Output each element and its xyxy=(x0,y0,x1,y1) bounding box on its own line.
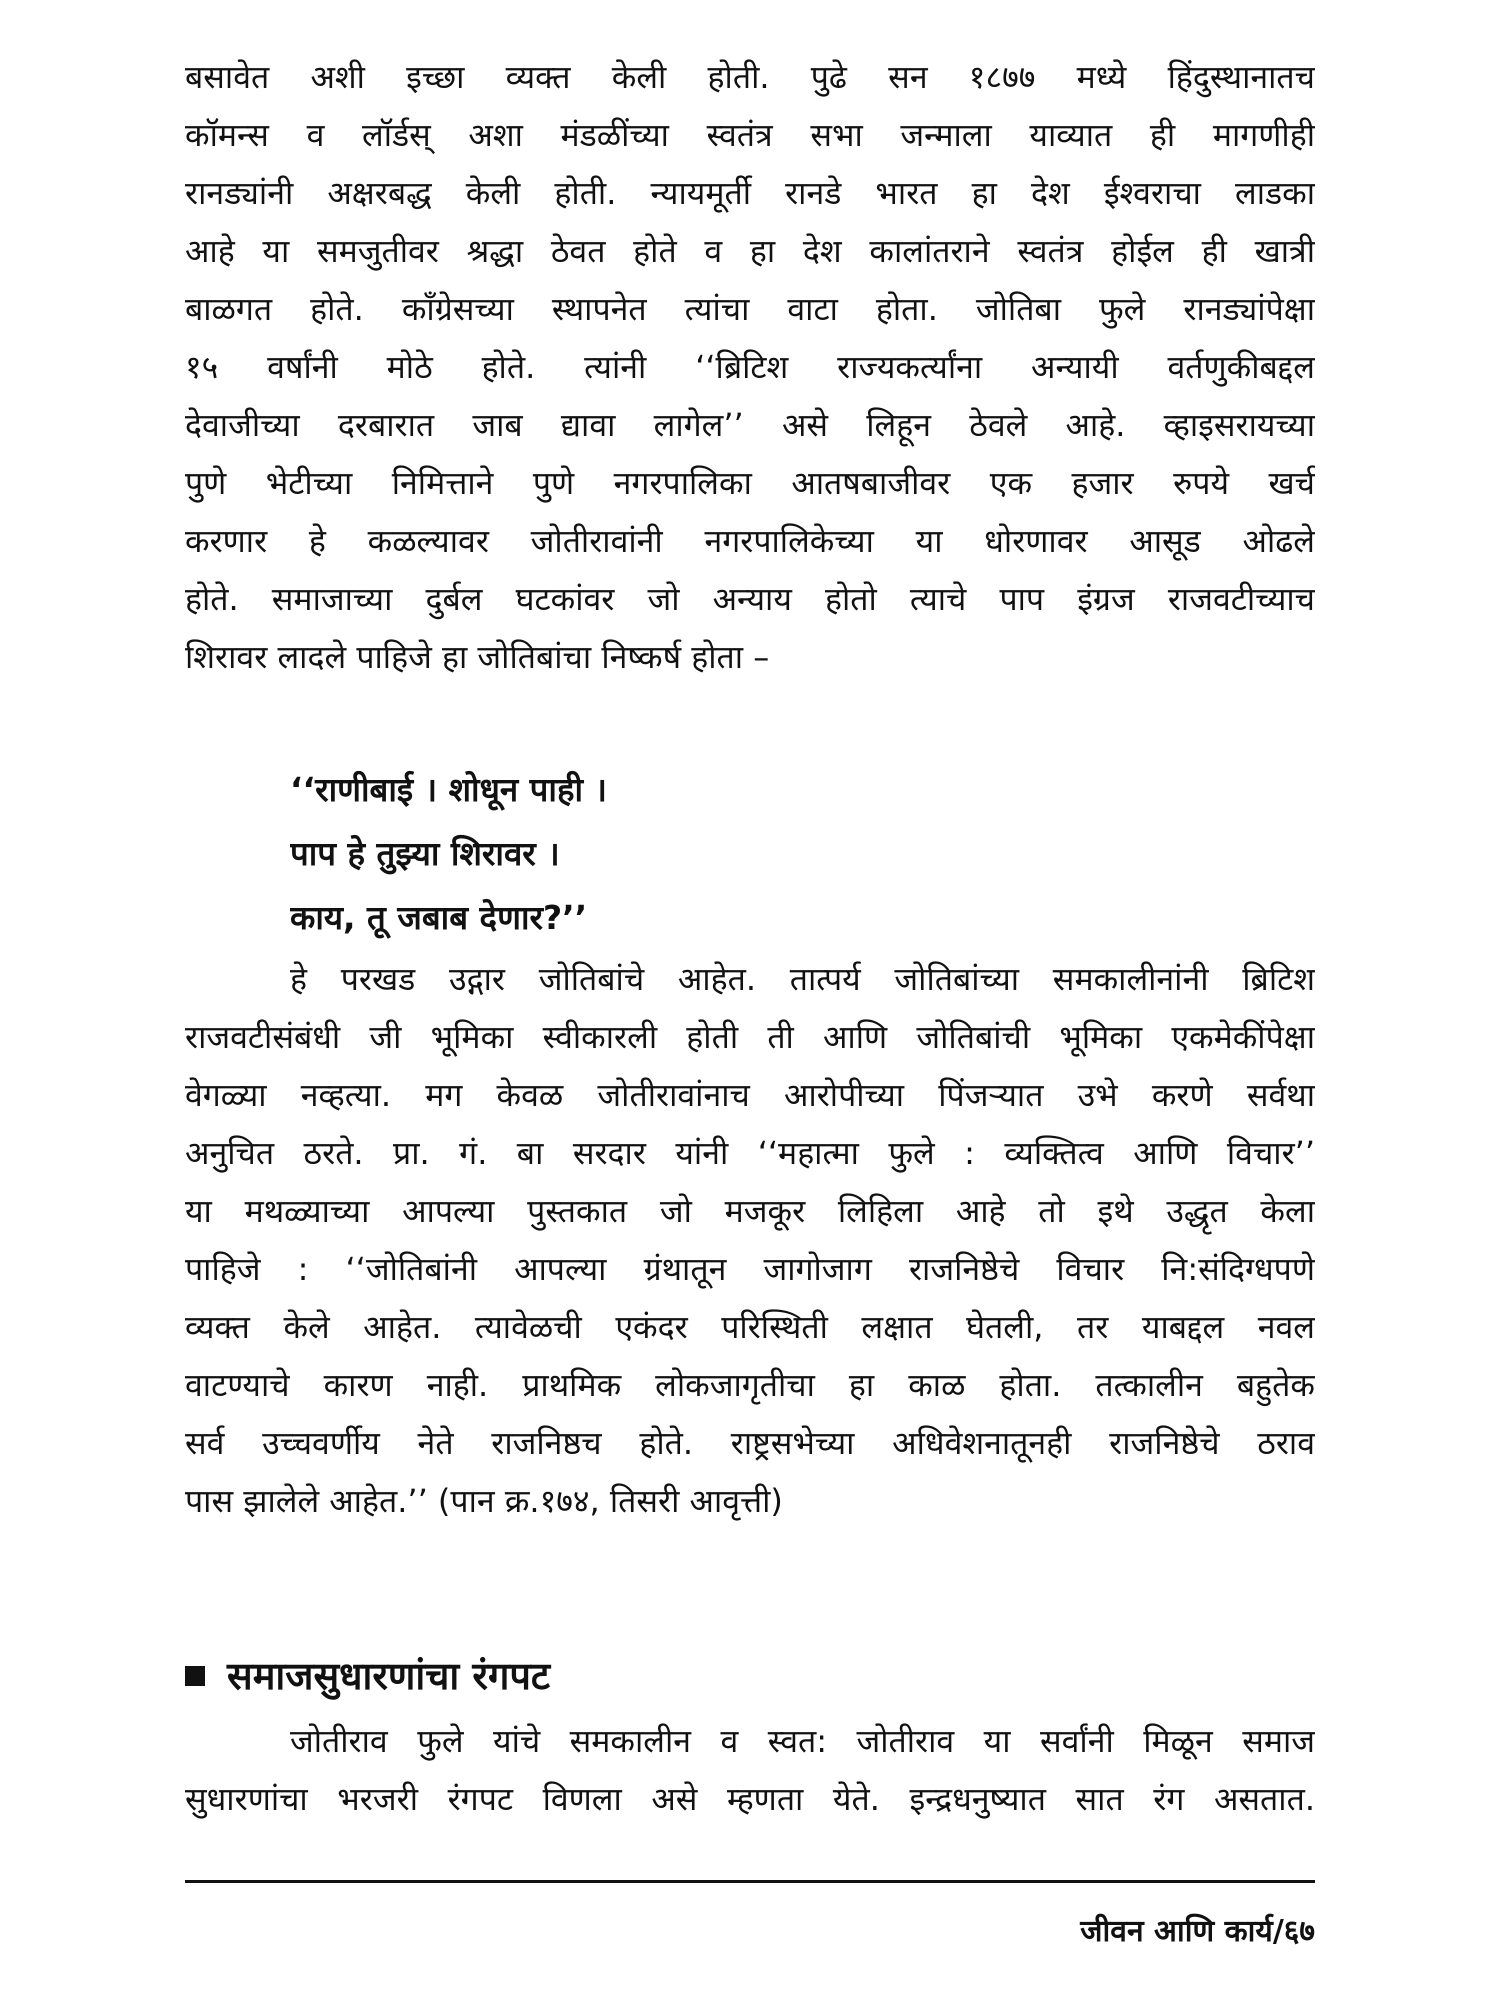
text-line: सुधारणांचा भरजरी रंगपट विणला असे म्हणता येते. इन्द्रधनुष्यात सात रंग असतात. xyxy=(185,1780,1315,1818)
text-line: रानड्यांनी अक्षरबद्ध केली होती. न्यायमूर्ती रानडे भारत हा देश ईश्वराचा लाडका xyxy=(185,174,1315,212)
paragraph-3 xyxy=(185,1712,1315,1828)
text-line: आहे या समजुतीवर श्रद्धा ठेवत होते व हा देश कालांतराने स्वतंत्र होईल ही खात्री xyxy=(185,232,1315,270)
text-line: व्यक्त केले आहेत. त्यावेळची एकंदर परिस्थिती लक्षात घेतली, तर याबद्दल नवल xyxy=(185,1308,1315,1346)
text-line: होते. समाजाच्या दुर्बल घटकांवर जो अन्याय होतो त्याचे पाप इंग्रज राजवटीच्याच xyxy=(185,580,1315,618)
text-line: राजवटीसंबंधी जी भूमिका स्वीकारली होती ती आणि जोतिबांची भूमिका एकमेकींपेक्षा xyxy=(185,1018,1315,1056)
paragraph-1 xyxy=(185,48,1315,686)
text-line: पुणे भेटीच्या निमित्ताने पुणे नगरपालिका आतषबाजीवर एक हजार रुपये खर्च xyxy=(185,464,1315,502)
text-line: पास झालेले आहेत.’’ (पान क्र.१७४, तिसरी आवृत्ती) xyxy=(185,1482,783,1520)
text-line: शिरावर लादले पाहिजे हा जोतिबांचा निष्कर्ष होता – xyxy=(185,638,770,676)
verse-line: काय, तू जबाब देणार?’’ xyxy=(290,898,588,937)
text-line: बसावेत अशी इच्छा व्यक्त केली होती. पुढे सन १८७७ मध्ये हिंदुस्थानातच xyxy=(185,58,1315,96)
text-line: अनुचित ठरते. प्रा. गं. बा सरदार यांनी ‘‘महात्मा फुले : व्यक्तित्व आणि विचार’’ xyxy=(185,1134,1315,1172)
text-line: कॉमन्स व लॉर्डस् अशा मंडळींच्या स्वतंत्र सभा जन्माला याव्यात ही मागणीही xyxy=(185,116,1315,154)
text-line: जोतीराव फुले यांचे समकालीन व स्वत: जोतीराव या सर्वांनी मिळून समाज xyxy=(290,1722,1315,1760)
verse-line: ‘‘राणीबाई । शोधून पाही । xyxy=(290,770,608,809)
text-line: हे परखड उद्गार जोतिबांचे आहेत. तात्पर्य जोतिबांच्या समकालीनांनी ब्रिटिश xyxy=(290,960,1315,998)
text-line: सर्व उच्चवर्णीय नेते राजनिष्ठच होते. राष्ट्रसभेच्या अधिवेशनातूनही राजनिष्ठेचे ठराव xyxy=(185,1424,1315,1462)
text-line: या मथळ्याच्या आपल्या पुस्तकात जो मजकूर लिहिला आहे तो इथे उद्धृत केला xyxy=(185,1192,1315,1230)
square-bullet-icon xyxy=(185,1666,205,1686)
text-line: वाटण्याचे कारण नाही. प्राथमिक लोकजागृतीचा हा काळ होता. तत्कालीन बहुतेक xyxy=(185,1366,1315,1404)
verse-quote xyxy=(290,758,990,950)
section-heading xyxy=(185,1648,550,1704)
page-footer: जीवन आणि कार्य/६७ xyxy=(1080,1914,1315,1949)
text-line: पाहिजे : ‘‘जोतिबांनी आपल्या ग्रंथातून जागोजाग राजनिष्ठेचे विचार नि:संदिग्धपणे xyxy=(185,1250,1315,1288)
verse-line: पाप हे तुझ्या शिरावर । xyxy=(290,834,560,873)
text-line: देवाजीच्या दरबारात जाब द्यावा लागेल’’ असे लिहून ठेवले आहे. व्हाइसरायच्या xyxy=(185,406,1315,444)
text-line: बाळगत होते. काँग्रेसच्या स्थापनेत त्यांचा वाटा होता. जोतिबा फुले रानड्यांपेक्षा xyxy=(185,290,1315,328)
text-line: वेगळ्या नव्हत्या. मग केवळ जोतीरावांनाच आरोपीच्या पिंजऱ्यात उभे करणे सर्वथा xyxy=(185,1076,1315,1114)
section-heading-text: समाजसुधारणांचा रंगपट xyxy=(227,1654,551,1698)
text-line: १५ वर्षांनी मोठे होते. त्यांनी ‘‘ब्रिटिश राज्यकर्त्यांना अन्यायी वर्तणुकीबद्दल xyxy=(185,348,1315,386)
text-line: करणार हे कळल्यावर जोतीरावांनी नगरपालिकेच्या या धोरणावर आसूड ओढले xyxy=(185,522,1315,560)
footer-rule xyxy=(185,1880,1315,1883)
paragraph-2 xyxy=(185,950,1315,1530)
